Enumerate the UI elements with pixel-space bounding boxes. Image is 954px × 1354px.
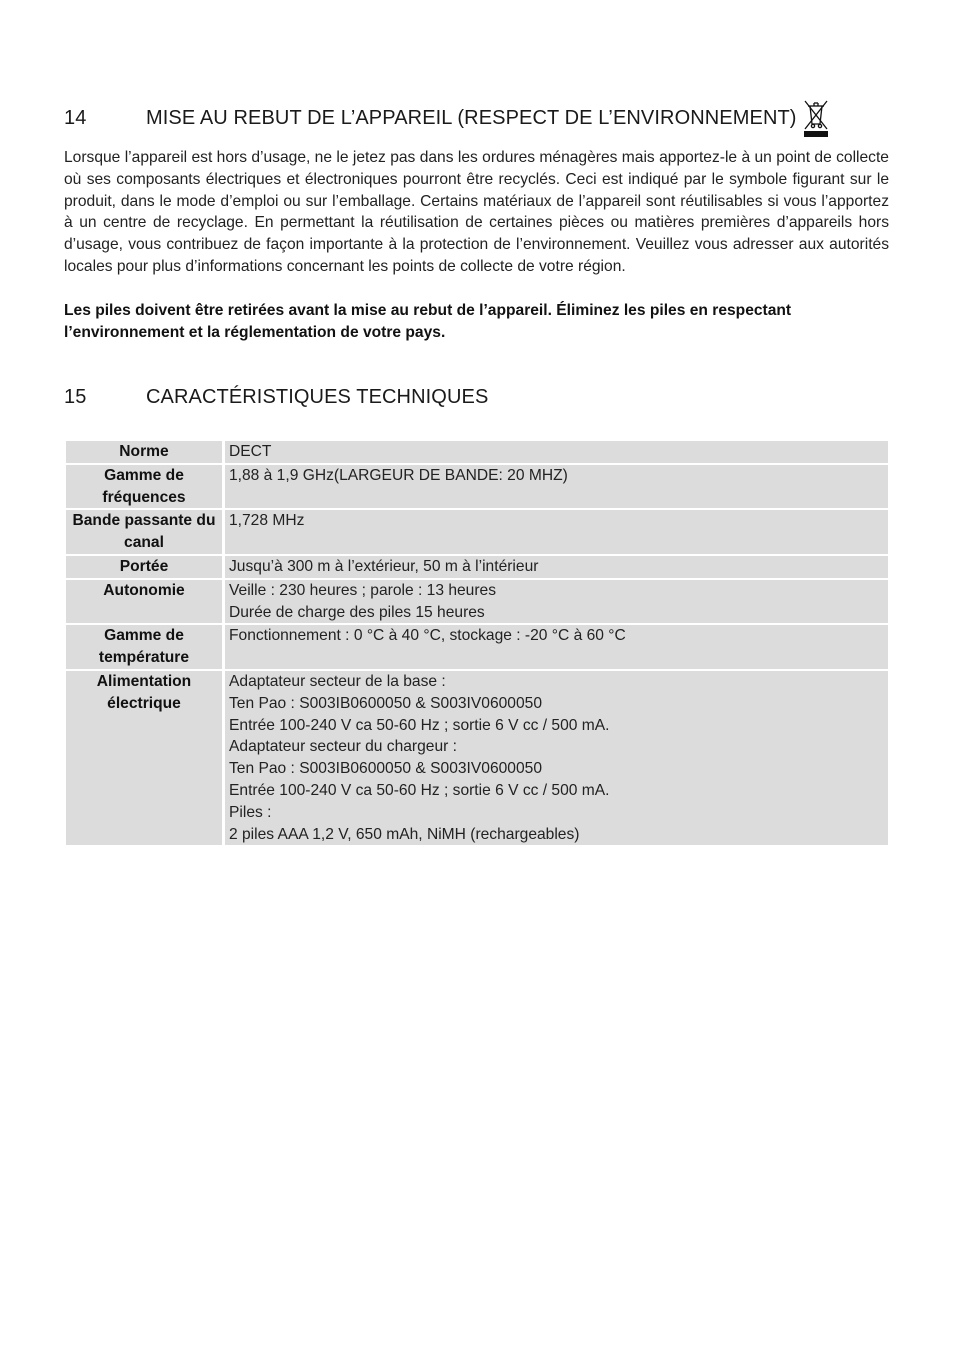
table-row <box>66 556 888 578</box>
weee-crossed-bin-icon <box>803 100 829 144</box>
table-row <box>66 580 888 624</box>
spec-value-line: 1,728 MHz <box>229 512 305 530</box>
section-14-heading <box>64 96 894 140</box>
spec-value-line: Adaptateur secteur du chargeur : <box>229 738 457 756</box>
section-15-title: CARACTÉRISTIQUES TECHNIQUES <box>146 386 489 408</box>
spec-value-line: Fonctionnement : 0 °C à 40 °C, stockage : -20 °C à 60 °C <box>229 627 626 645</box>
spec-value <box>225 580 888 624</box>
spec-value <box>225 671 888 845</box>
battery-removal-note: Les piles doivent être retirées avant la mise au rebut de l’appareil. Éliminez les piles en respectant l’environnement et la réglementation de votre pays. <box>64 302 792 341</box>
table-row <box>66 465 888 509</box>
disposal-paragraph: Lorsque l’appareil est hors d’usage, ne le jetez pas dans les ordures ménagères mais apportez-le à un point de collecte où ses composants électriques et électroniques pourront être recyclés. Ceci est indiqué par le symbole figurant sur le produit, dans le mode d’emploi ou sur l’emballage. Certains matériaux de l’appareil sont réutilisables si vous l’apportez à un centre de recyclage. En permettant la réutilisation de certaines pièces ou matières premières d’appareils hors d’usage, vous contribuez de façon importante à la protection de l’environnement. Veuillez vous adresser aux autorités locales pour plus d’informations concernant les points de collecte de votre région. <box>64 149 889 275</box>
spec-label: Alimentation électrique <box>66 671 225 845</box>
spec-label: Bande passante du canal <box>66 510 225 554</box>
spec-value-line: Piles : <box>229 803 272 821</box>
spec-value-line: Durée de charge des piles 15 heures <box>229 603 485 621</box>
specifications-table <box>66 439 888 847</box>
spec-value-line: Ten Pao : S003IB0600050 & S003IV0600050 <box>229 694 543 712</box>
spec-label: Gamme de fréquences <box>66 465 225 509</box>
spec-value-line: Jusqu’à 300 m à l’extérieur, 50 m à l’intérieur <box>229 557 539 575</box>
spec-label: Portée <box>66 556 225 578</box>
table-row <box>66 625 888 669</box>
spec-value <box>225 441 888 463</box>
table-row <box>66 510 888 554</box>
spec-label: Gamme de température <box>66 625 225 669</box>
spec-value-line: 1,88 à 1,9 GHz(LARGEUR DE BANDE: 20 MHZ) <box>229 466 568 484</box>
spec-value-line: Ten Pao : S003IB0600050 & S003IV0600050 <box>229 760 543 778</box>
spec-value-line: Entrée 100-240 V ca 50-60 Hz ; sortie 6 V cc / 500 mA. <box>229 781 610 799</box>
section-15-number: 15 <box>64 386 87 408</box>
spec-value <box>225 556 888 578</box>
table-row <box>66 671 888 845</box>
section-15-heading <box>64 386 894 409</box>
spec-value-line: Entrée 100-240 V ca 50-60 Hz ; sortie 6 V cc / 500 mA. <box>229 716 610 734</box>
spec-value <box>225 625 888 669</box>
spec-value-line: Veille : 230 heures ; parole : 13 heures <box>229 581 497 599</box>
spec-value-line: 2 piles AAA 1,2 V, 650 mAh, NiMH (rechargeables) <box>229 825 580 843</box>
spec-value-line: DECT <box>229 443 272 460</box>
spec-label: Norme <box>66 441 225 463</box>
spec-value <box>225 510 888 554</box>
section-14-title: MISE AU REBUT DE L’APPAREIL (RESPECT DE L’ENVIRONNEMENT) <box>146 106 797 129</box>
table-row <box>66 441 888 463</box>
spec-value <box>225 465 888 509</box>
section-14-number: 14 <box>64 106 87 129</box>
spec-label: Autonomie <box>66 580 225 624</box>
spec-value-line: Adaptateur secteur de la base : <box>229 672 446 690</box>
